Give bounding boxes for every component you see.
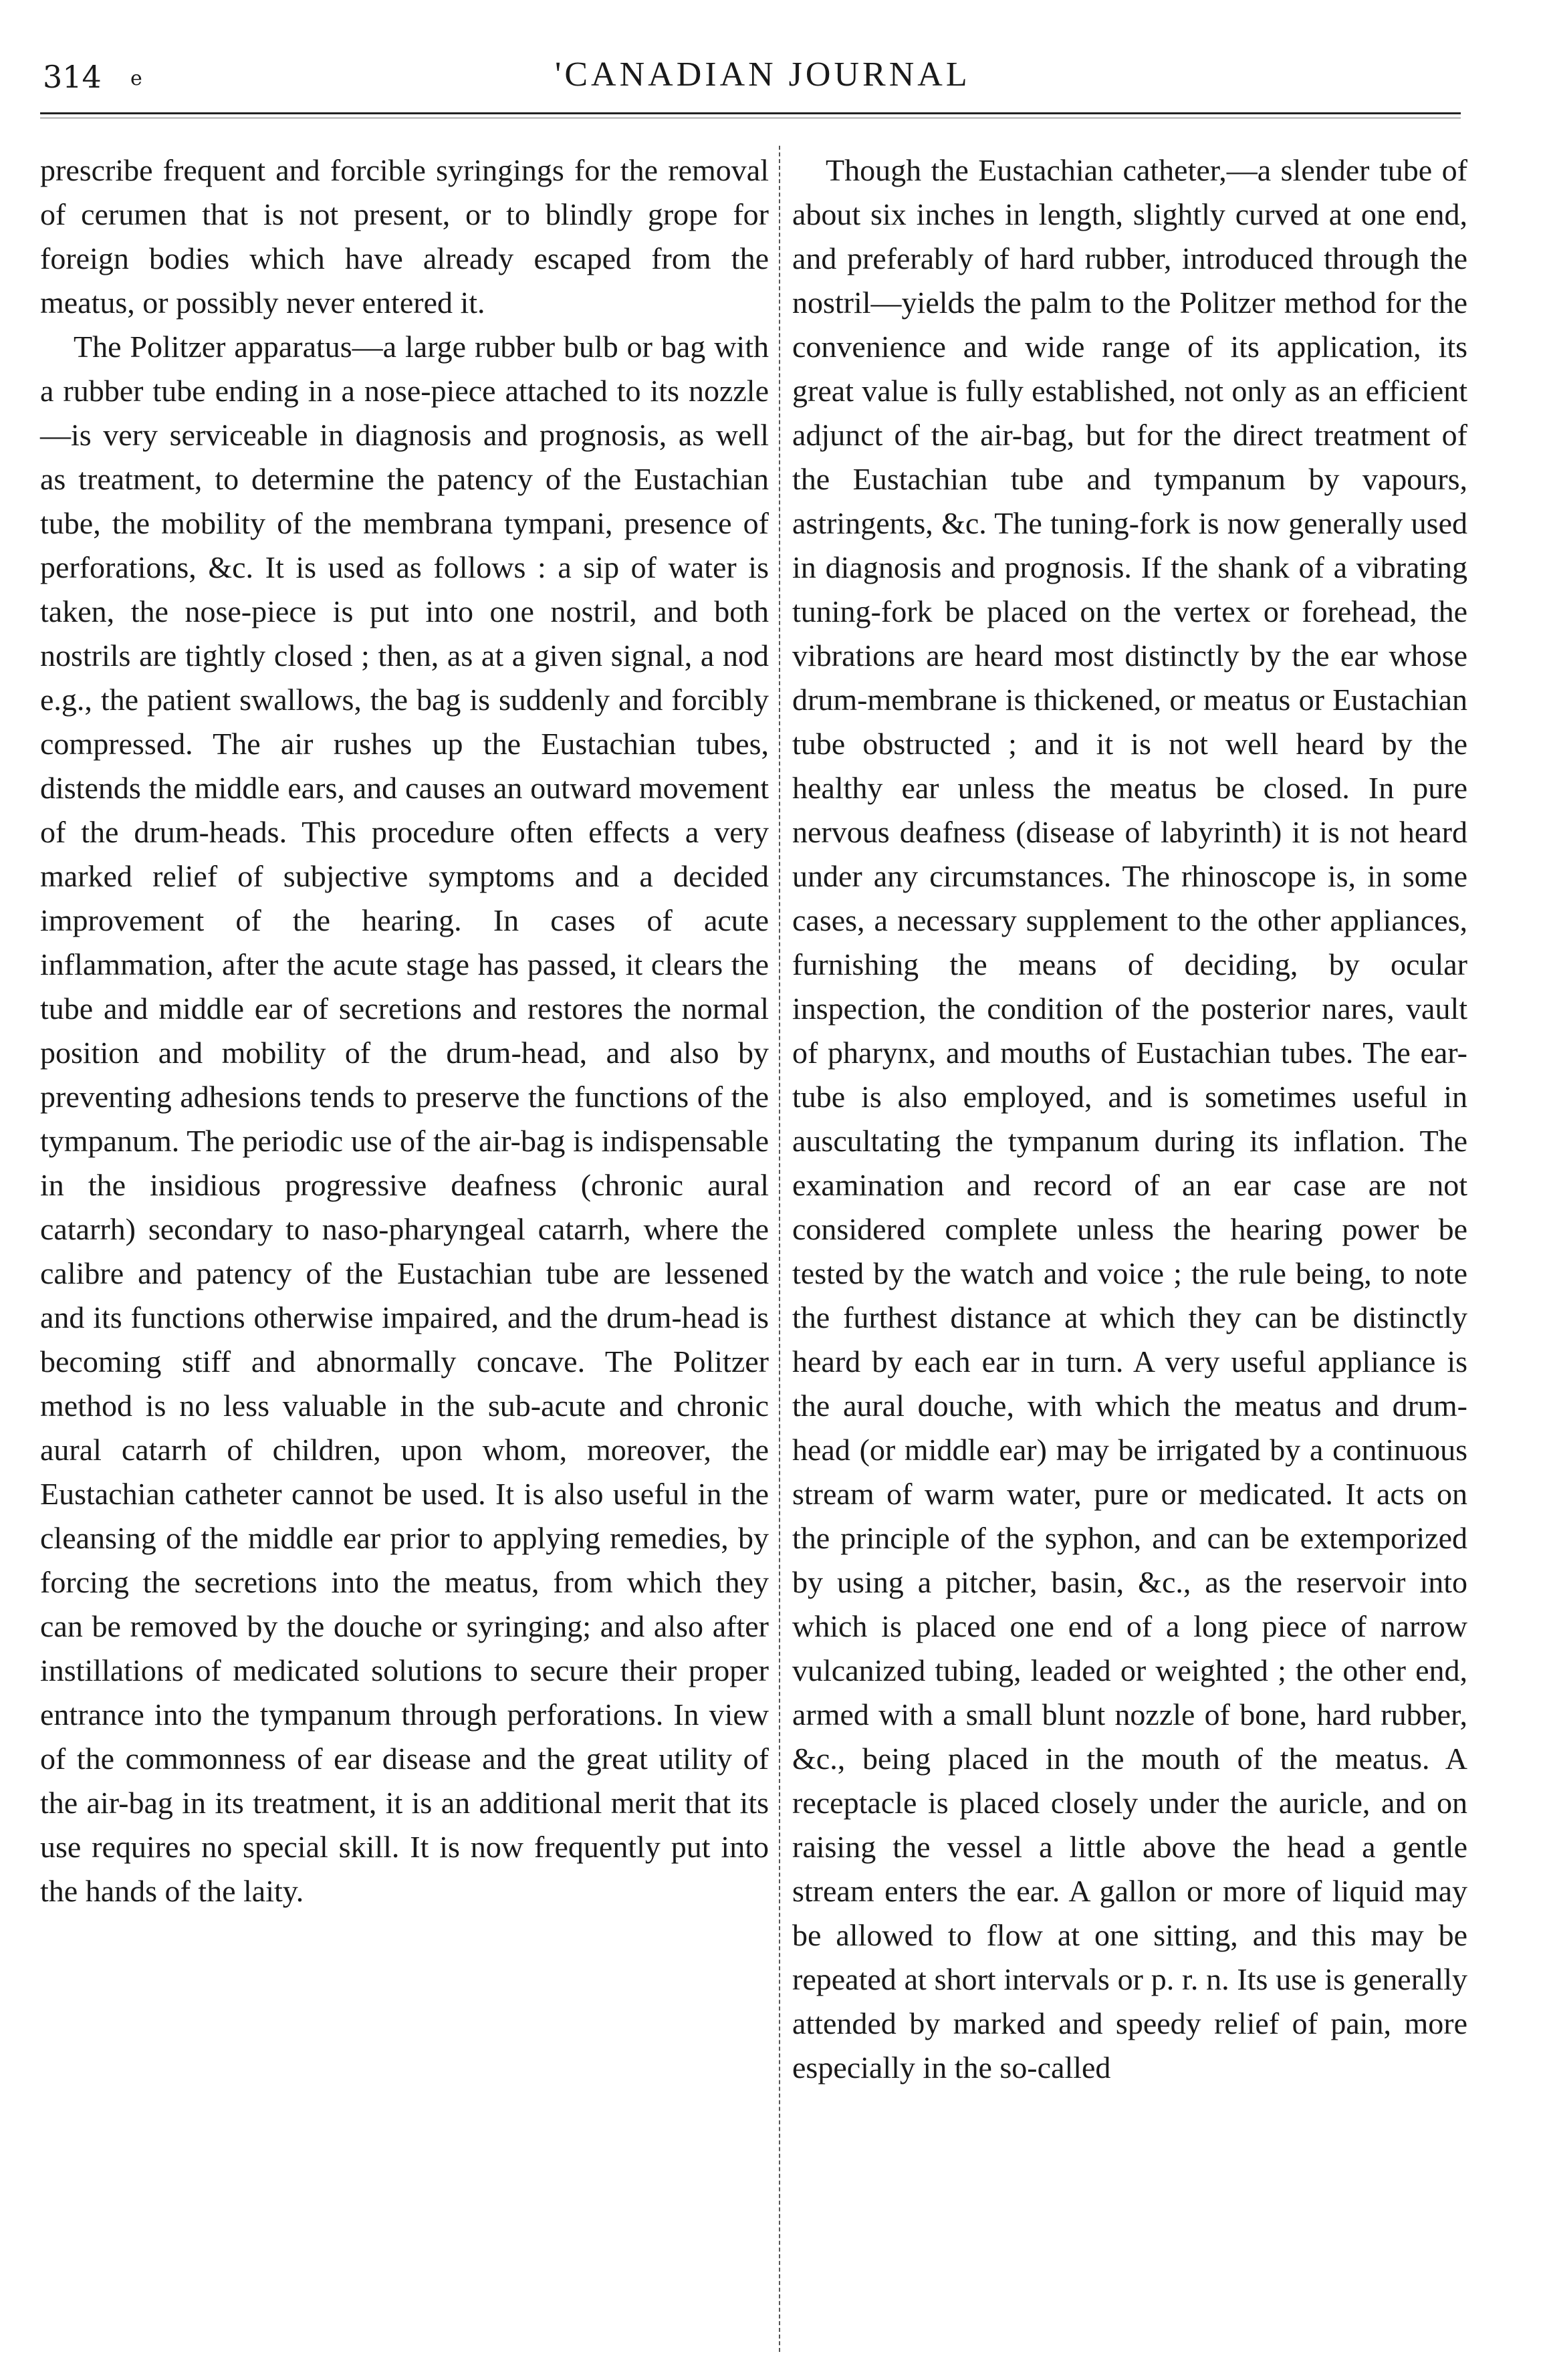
page-header bbox=[40, 52, 1457, 106]
left-paragraph-2: The Politzer apparatus—a large rubber bulb or bag with a rubber tube ending in a nose-piece attached to its nozzle—is very serviceable in diagnosis and prognosis, as well as treatment, to determine the patency of the Eustachian tube, the mobility of the membrana tympani, presence of perforations, &c. It is used as follows : a sip of water is taken, the nose-piece is put into one nostril, and both nostrils are tightly closed ; then, as at a given signal, a nod e.g., the patient swallows, the bag is suddenly and forcibly compressed. The air rushes up the Eustachian tubes, distends the middle ears, and causes an outward movement of the drum-heads. This procedure often effects a very marked relief of subjective symptoms and a decided improvement of the hearing. In cases of acute inflammation, after the acute stage has passed, it clears the tube and middle ear of secretions and restores the normal position and mobility of the drum-head, and also by preventing adhesions tends to preserve the functions of the tympanum. The periodic use of the air-bag is indispensable in the insidious progressive deafness (chronic aural catarrh) secondary to naso-pharyngeal catarrh, where the calibre and patency of the Eustachian tube are lessened and its functions otherwise impaired, and the drum-head is becoming stiff and abnormally concave. The Politzer method is no less valuable in the sub-acute and chronic aural catarrh of children, upon whom, moreover, the Eustachian catheter cannot be used. It is also useful in the cleansing of the middle ear prior to applying remedies, by forcing the secretions into the meatus, from which they can be removed by the douche or syringing; and also after instillations of medicated solutions to secure their proper entrance into the tympanum through perforations. In view of the commonness of ear disease and the great utility of the air-bag in its treatment, it is an additional merit that its use requires no special skill. It is now frequently put into the hands of the laity. bbox=[40, 330, 769, 1908]
page-mark: e bbox=[130, 67, 142, 90]
page-number: 314 bbox=[43, 59, 102, 95]
left-paragraph-1: prescribe frequent and forcible syringings for the removal of cerumen that is not present, or to blindly grope for foreign bodies which have already escaped from the meatus, or possibly never entered it. bbox=[40, 153, 769, 320]
right-column bbox=[792, 148, 1467, 2090]
header-rule bbox=[40, 112, 1461, 114]
left-column bbox=[40, 148, 769, 1913]
running-head: 'CANADIAN JOURNAL bbox=[555, 55, 971, 94]
column-divider bbox=[779, 146, 780, 2352]
right-paragraph-1: Though the Eustachian catheter,—a slender tube of about six inches in length, slightly curved at one end, and preferably of hard rubber, introduced through the nostril—yields the palm to the Politzer method for the convenience and wide range of its application, its great value is fully established, not only as an efficient adjunct of the air-bag, but for the direct treatment of the Eustachian tube and tympanum by vapours, astringents, &c. The tuning-fork is now generally used in diagnosis and prognosis. If the shank of a vibrating tuning-fork be placed on the vertex or forehead, the vibrations are heard most distinctly by the ear whose drum-membrane is thickened, or meatus or Eustachian tube obstructed ; and it is not well heard by the healthy ear unless the meatus be closed. In pure nervous deafness (disease of labyrinth) it is not heard under any circumstances. The rhinoscope is, in some cases, a necessary supplement to the other appliances, furnishing the means of deciding, by ocular inspection, the condition of the posterior nares, vault of pharynx, and mouths of Eustachian tubes. The ear-tube is also employed, and is sometimes useful in auscultating the tympanum during its inflation. The examination and record of an ear case are not considered complete unless the hearing power be tested by the watch and voice ; the rule being, to note the furthest distance at which they can be distinctly heard by each ear in turn. A very useful appliance is the aural douche, with which the meatus and drum-head (or middle ear) may be irrigated by a continuous stream of warm water, pure or medicated. It acts on the principle of the syphon, and can be extemporized by using a pitcher, basin, &c., as the reservoir into which is placed one end of a long piece of narrow vulcanized tubing, leaded or weighted ; the other end, armed with a small blunt nozzle of bone, hard rubber, &c., being placed in the mouth of the meatus. A receptacle is placed closely under the auricle, and on raising the vessel a little above the head a gentle stream enters the ear. A gallon or more of liquid may be allowed to flow at one sitting, and this may be repeated at short intervals or p. r. n. Its use is generally attended by marked and speedy relief of pain, more especially in the so-called bbox=[792, 153, 1467, 2085]
